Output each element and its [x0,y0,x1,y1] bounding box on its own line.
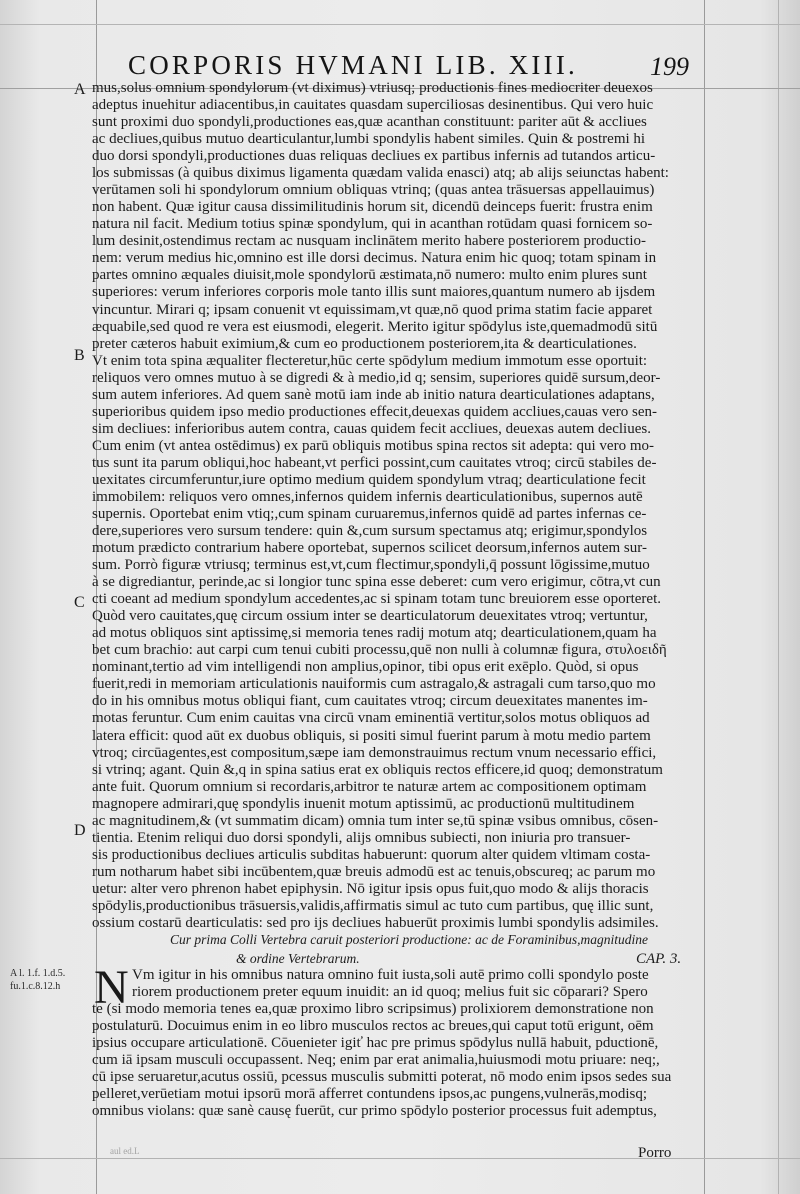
text-line: sum autem inferiores. Ad quem sanè motū iam inde ab initio natura dearticulationes adaptans, [92,386,655,403]
chapter-text-line: te (si modo memoria tenes ea,quæ proximo libro scripsimus) prolixiorem demonstratione non [92,1001,654,1018]
text-line: dere,superiores vero sursum tendere: quin &,cum sursum spectamus atq; erigimur,spondylos [92,523,648,540]
text-line: los submissas (à quibus diximus ligamenta quædam valida enasci) atq; ab alijs seiunctas habent: [92,165,669,182]
text-line: sis productionibus decliues articulis subditas habuerunt: quorum alter quidem vltimam costa- [92,846,651,863]
text-line: ante fuit. Quorum omnium si recordaris,arbitror te naturæ artem ac compositionem optimam [92,778,647,795]
text-line: non habent. Quæ igitur causa dissimilitudinis horum sit, dicendū deinceps fuerit: frustra enim [92,199,653,216]
text-line: supernis. Oportebat enim vtiq;,cum spinam curuaremus,infernos quidē ad partes infernas ce- [92,506,647,522]
text-line: à se digrediantur, perinde,ac si longior tunc spina esse deberet: cum vero erigimur, cōtra,vt cun [92,574,661,591]
text-line: mus,solus omnium spondylorum (vt diximus) vtriusq; productionis fines mediocriter deuexos [92,80,653,96]
text-line: magnopere admirari,quę spondylis inuenit motum aptissimū, ac productionū multitudinem [92,795,635,812]
vertical-rule-right [704,0,705,1194]
text-line: motum prædicto contrarium habere oportebat, supernos scilicet deorsum,infernos autem sur- [92,540,647,557]
text-line: ossium costarū dearticulatis: sed pro ijs decliues habuerūt proximis lumbi spondylis adsimiles. [92,914,659,931]
chapter-heading-continued: & ordine Vertebrarum. [236,951,360,966]
top-ruled-line [0,24,800,25]
page-edge-rule [778,0,779,1194]
text-line: uexitates circumferuntur,iure optimo medium quidem spondylum vtraq; dearticulatione fecit [92,471,646,488]
text-line: si vtrinq; agant. Quin &,q in spina satius erat ex obliquis rectos efficere,id quoq; demonstratum [92,761,663,778]
chapter-text-line: omnibus violans: quæ sanè causę fuerūt, cur primo spōdylo posterior processus fuit ademptus, [92,1103,657,1120]
chapter-heading: Cur prima Colli Vertebra caruit posteriori productione: ac de Foraminibus,magnitudine [170,932,648,947]
text-line: Vt enim tota spina æqualiter flecteretur,hūc certe spōdylum medium immotum esse oportuit: [92,352,648,369]
text-line: spōdylis,productionibus trāsuersis,validis,affirmatis simul ac tuto cum partibus, quę illic sunt, [92,897,654,914]
text-line: immobilem: reliquos vero omnes,infernos quidem infernis dearticulationibus, supernos autē [92,488,643,505]
text-line: cti coeant ad medium spondylum accedentes,ac si spinam totam tunc breuiorem esse oporteret. [92,591,661,608]
text-line: æquabile,sed quod re vera est eiusmodi, elegerit. Merito igitur spōdylus iste,quemadmodū sitū [92,318,658,335]
chapter-text-line: postulaturū. Docuimus enim in eo libro musculos rectos ac breues,qui caput totū erigunt, oēm [92,1018,654,1035]
text-line: tientia. Etenim reliqui duo dorsi spondyli, alijs omnibus subiecti, non iniuria pro transuer- [92,829,631,846]
text-line: duo dorsi spondyli,productiones duas reliquas decliues ex partibus infernis ad tutandos articu- [92,148,656,165]
text-line: partes omnino æquales diuisit,mole spondylorū æstimata,nō numero: multo enim plures sunt [92,267,647,284]
chapter-text-line: ipsius occupare articulationē. Cōuenieter igiť hac pre primus spōdylus nullā habuit, pductionē, [92,1035,659,1052]
text-line: vtroq; circūagentes,est compositum,sæpe iam demonstrauimus rectum vnum necessario effici, [92,744,657,761]
text-line: ad motus obliquos sint aptissimę,si memoria tenes radij motum atq; dearticulationem,quam ha [92,625,657,642]
text-line: latera efficit: quod aūt ex duobus obliquis, si positi simul fuerint parum à motu medio partem [92,727,651,744]
text-line: ac decliues,quibus mutuo dearticulantur,lumbi spondylis habent similes. Quin & postremi hi [92,131,646,148]
section-letter-c: C [74,594,85,611]
text-line: adeptus inuehitur adiacentibus,in cauitates quasdam superciliosas desinentibus. Qui vero huic [92,97,654,114]
chapter-text-line: pelleret,verūetiam motui ipsorū morā afferret contundens ipsos,ac pungens,vulnerās,modisq; [92,1086,647,1103]
running-title: CORPORIS HVMANI LIB. XIII. [128,50,578,80]
text-line: natura nil facit. Medium totius spinæ spondylum, qui in acanthan rotūdam quasi fornicem so- [92,216,653,233]
catchword: Porro [638,1145,672,1161]
text-line: verūtamen soli hi spondylorum omnium obliquas vtrinq; (quas antea trāsuersas appellauimus) [92,182,655,199]
drop-cap-initial: N [94,961,129,1014]
page-number: 199 [650,52,689,81]
section-letter-d: D [74,822,86,839]
text-line: Quòd vero cauitates,quę circum ossium inter se dearticulatorum deuexitates vtroq; vertuntur, [92,608,648,625]
section-letter-b: B [74,347,85,364]
text-line: do in his omnibus motus obliqui fiant, cum cauitates vtroq; circum deuexitates manentes im- [92,693,648,710]
bottom-ruled-line [0,1158,800,1159]
margin-note-line: fu.1.c.8.12.h [10,981,61,992]
text-line: ac magnitudinem,& (vt summatim dicam) omnia tum inter se,tū spinæ vsibus omnibus, cōsen- [92,812,659,829]
text-line: fuerit,redi in memoriam articulationis nauiformis cum astragalo,& astragali cum tarso,quo mo [92,676,656,693]
text-line: nem: verum medius hic,omnino est ille dorsi decimus. Natura enim hic quoq; totam spinam in [92,250,657,267]
text-line: uetur: alter vero phrenon habet epiphysin. Nō igitur ipsis opus fuit,quo modo & alijs thoracis [92,880,649,897]
section-letter-a: A [74,81,86,98]
chapter-text-line: Vm igitur in his omnibus natura omnino fuit iusta,soli autē primo colli spondylo poste [132,967,649,983]
text-line: superiores: verum inferiores corporis mole tanto illis sunt maiores,quantum numero ab ijsdem [92,284,656,301]
bleed-through-text: aul ed.L [110,1146,140,1156]
text-line: rum notharum habet sibi incūbentem,quæ breuis admodū est ac tenuis,obscureq; ac parum mo [92,863,656,880]
text-line: Cum enim (vt antea ostēdimus) ex parū obliquis motibus spina rectos sit adepta: qui vero mo- [92,437,654,454]
text-line: reliquos vero omnes mutuo à se digredi & à medio,id q; sensim, superiores quidē sursum,deor- [92,369,661,386]
text-line: motas feruntur. Cum enim cauitas vna circū vnam eminentiā vertitur,solos motus obliquos ad [92,710,650,727]
chapter-text-line: cū ipse seruaretur,acutus ossiū, pcessus musculis submitti poterat, nō modo enim ipsos sedes sua [92,1069,672,1086]
text-line: nominant,tertio ad vim intelligendi non amplius,opinor, tibi opus erit exēplo. Quòd, si opus [92,659,639,676]
text-line: vincuntur. Mirari q; ipsam conuenit vt equissimam,vt quæ,nō quod prima statim facie apparet [92,301,653,318]
chapter-text-line: riorem productionem preter equum inuidit: an id quoq; melius fuit sic cōparari? Spero [132,984,648,1001]
chapter-text-line: cum iā ipsam musculi occupassent. Neq; enim par erat animalia,huiusmodi motu priuare: neq;, [92,1052,660,1069]
text-line: bet cum brachio: aut carpi cum tenui cubiti processu,quē non nulli à columnæ figura, στυλοειδῆ [92,642,667,659]
text-line: lum desinit,ostendimus rectam ac nusquam inclinātem merito habere posteriorem productio- [92,233,647,250]
text-line: sunt proximi duo spondyli,productiones eas,quæ acanthan constituunt: pariter aūt & accliues [92,114,647,131]
text-line: preter cæteros habuit eximium,& cum eo productionem posteriorem,ita & dearticulationes. [92,335,637,352]
text-line: tus sunt ita parum obliqui,hoc habeant,vt perfici possint,cum cauitates vtroq; circū stabiles de- [92,454,657,471]
text-line: superioribus quidem ipso medio productiones effecit,deuexas quidem accliues,cauas vero sen- [92,403,657,420]
text-line: sim decliues: inferioribus autem contra, cauas quidem fecit accliues, deuexas autem decliues. [92,420,651,437]
chapter-number: CAP. 3. [636,951,682,967]
text-line: sum. Porrò figuræ vtriusq; terminus est,vt,cum flectimur,spondyli,q̄ possunt lōgissime,mutuo [92,557,650,574]
margin-note-line: A l. 1.f. 1.d.5. [10,968,66,979]
